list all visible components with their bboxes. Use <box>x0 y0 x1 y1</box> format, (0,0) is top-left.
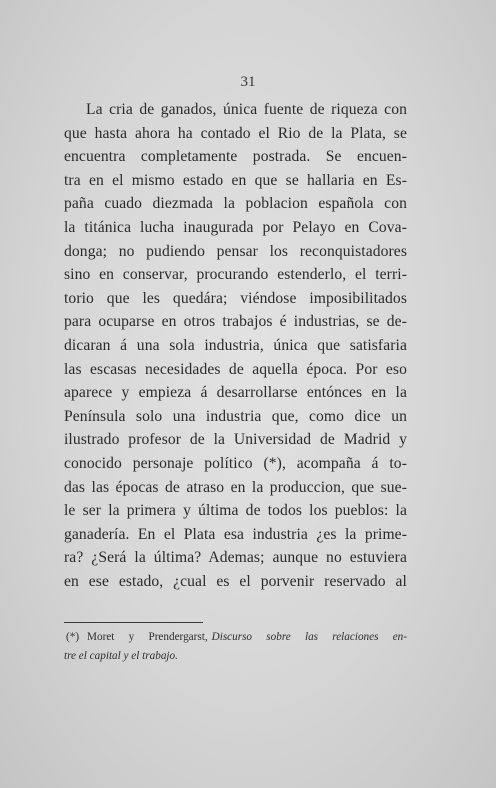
text-line: paña cuado diezmada la poblacion española con <box>64 195 407 213</box>
footnote-line <box>64 628 407 647</box>
text-line: sino en conservar, procurando estenderlo, el terri- <box>64 266 407 284</box>
text-line: aparece y empieza á desarrollarse entónces en la <box>64 384 407 402</box>
text-line: ganadería. En el Plata esa industria ¿es la prime- <box>64 525 407 543</box>
text-line: ra? ¿Será la última? Ademas; aunque no estuviera <box>64 549 407 567</box>
footnote-divider <box>64 622 203 623</box>
footnote-line <box>64 647 407 666</box>
footnote-title-part-2: tre el capital y el trabajo. <box>64 650 178 662</box>
text-line: encuentra completamente postrada. Se encuen- <box>64 148 407 166</box>
text-line: la titánica lucha inaugurada por Pelayo en Cova- <box>64 218 407 236</box>
text-line: donga; no pudiendo pensar los reconquistadores <box>64 242 407 260</box>
text-line: Península solo una industria que, como dice un <box>64 407 407 425</box>
footnote-title-part-1: Discurso sobre las relaciones en- <box>211 631 407 643</box>
text-line: para ocuparse en otros trabajos é industrias, se de- <box>64 313 407 331</box>
text-line: ilustrado profesor de la Universidad de Madrid y <box>64 431 407 449</box>
footnote-author: Moret y Prendergarst, <box>87 631 208 643</box>
footnote <box>64 628 407 666</box>
text-line: das las épocas de atraso en la produccion, que sue- <box>64 478 407 496</box>
text-line: las escasas necesidades de aquella época. Por eso <box>64 360 407 378</box>
text-line: le ser la primera y última de todos los pueblos: la <box>64 502 407 520</box>
page-number: 31 <box>240 74 256 90</box>
text-line: en ese estado, ¿cual es el porvenir reservado al <box>64 572 407 590</box>
text-line: torio que les quedára; viéndose imposibilitados <box>64 289 407 307</box>
text-line: La cria de ganados, única fuente de riqueza con <box>86 101 407 118</box>
text-line: que hasta ahora ha contado el Rio de la Plata, se <box>64 124 407 142</box>
text-line: tra en el mismo estado en que se hallaria en Es- <box>64 171 407 189</box>
text-line: dicaran á una sola industria, única que satisfaria <box>64 336 407 354</box>
footnote-marker: (*) <box>66 631 80 643</box>
text-line: conocido personaje político (*), acompaña á to- <box>64 454 407 472</box>
body-text <box>64 98 407 593</box>
